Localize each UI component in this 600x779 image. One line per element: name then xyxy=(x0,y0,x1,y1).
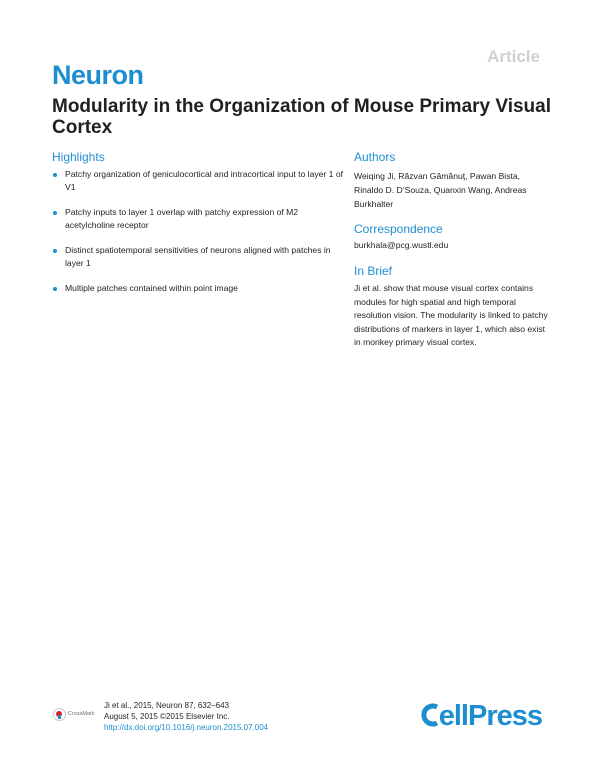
cellpress-c-icon xyxy=(420,702,439,728)
in-brief-text: Ji et al. show that mouse visual cortex contains modules for high spatial and high temporal resolution vision. The modularity is linked to patchy distributions of markers in layer 1, which also exist in monkey primary visual cortex. xyxy=(354,283,548,348)
highlight-item xyxy=(52,282,344,295)
bullet-icon xyxy=(53,287,57,291)
correspondence-email[interactable]: burkhala@pcg.wustl.edu xyxy=(354,240,449,250)
journal-name: Neuron xyxy=(52,60,144,90)
highlight-text: Patchy inputs to layer 1 overlap with patchy expression of M2 acetylcholine receptor xyxy=(65,207,299,230)
cellpress-logo xyxy=(420,700,542,732)
bullet-icon xyxy=(53,211,57,215)
doi-link[interactable]: http://dx.doi.org/10.1016/j.neuron.2015.07.004 xyxy=(104,723,269,732)
paper-title: Modularity in the Organization of Mouse Primary Visual Cortex xyxy=(52,96,552,138)
authors-list: Weiqing Ji, Răzvan Gămănuț, Pawan Bista, Rinaldo D. D’Souza, Quanxin Wang, Andreas Burkhalter xyxy=(354,171,527,209)
highlight-text: Distinct spatiotemporal sensitivities of neurons aligned with patches in layer 1 xyxy=(65,245,331,268)
citation-line: Ji et al., 2015, Neuron 87, 632–643 xyxy=(104,701,229,710)
in-brief-heading: In Brief xyxy=(354,264,393,278)
bullet-icon xyxy=(53,173,57,177)
highlights-heading: Highlights xyxy=(52,150,105,164)
crossmark-badge[interactable] xyxy=(53,708,99,722)
highlight-text: Multiple patches contained within point image xyxy=(65,283,238,293)
article-type-label: Article xyxy=(487,47,540,66)
crossmark-icon xyxy=(53,708,66,721)
citation-block xyxy=(104,700,268,733)
highlight-item xyxy=(52,168,344,194)
authors-heading: Authors xyxy=(354,150,396,164)
highlight-item xyxy=(52,244,344,270)
citation-date-line: August 5, 2015 ©2015 Elsevier Inc. xyxy=(104,712,230,721)
highlight-text: Patchy organization of geniculocortical and intracortical input to layer 1 of V1 xyxy=(65,169,344,192)
correspondence-heading: Correspondence xyxy=(354,222,443,236)
crossmark-label: CrossMark xyxy=(68,711,95,717)
highlight-item xyxy=(52,206,344,232)
bullet-icon xyxy=(53,249,57,253)
highlights-list xyxy=(52,168,344,307)
cellpress-wordmark: ellPress xyxy=(438,700,542,732)
